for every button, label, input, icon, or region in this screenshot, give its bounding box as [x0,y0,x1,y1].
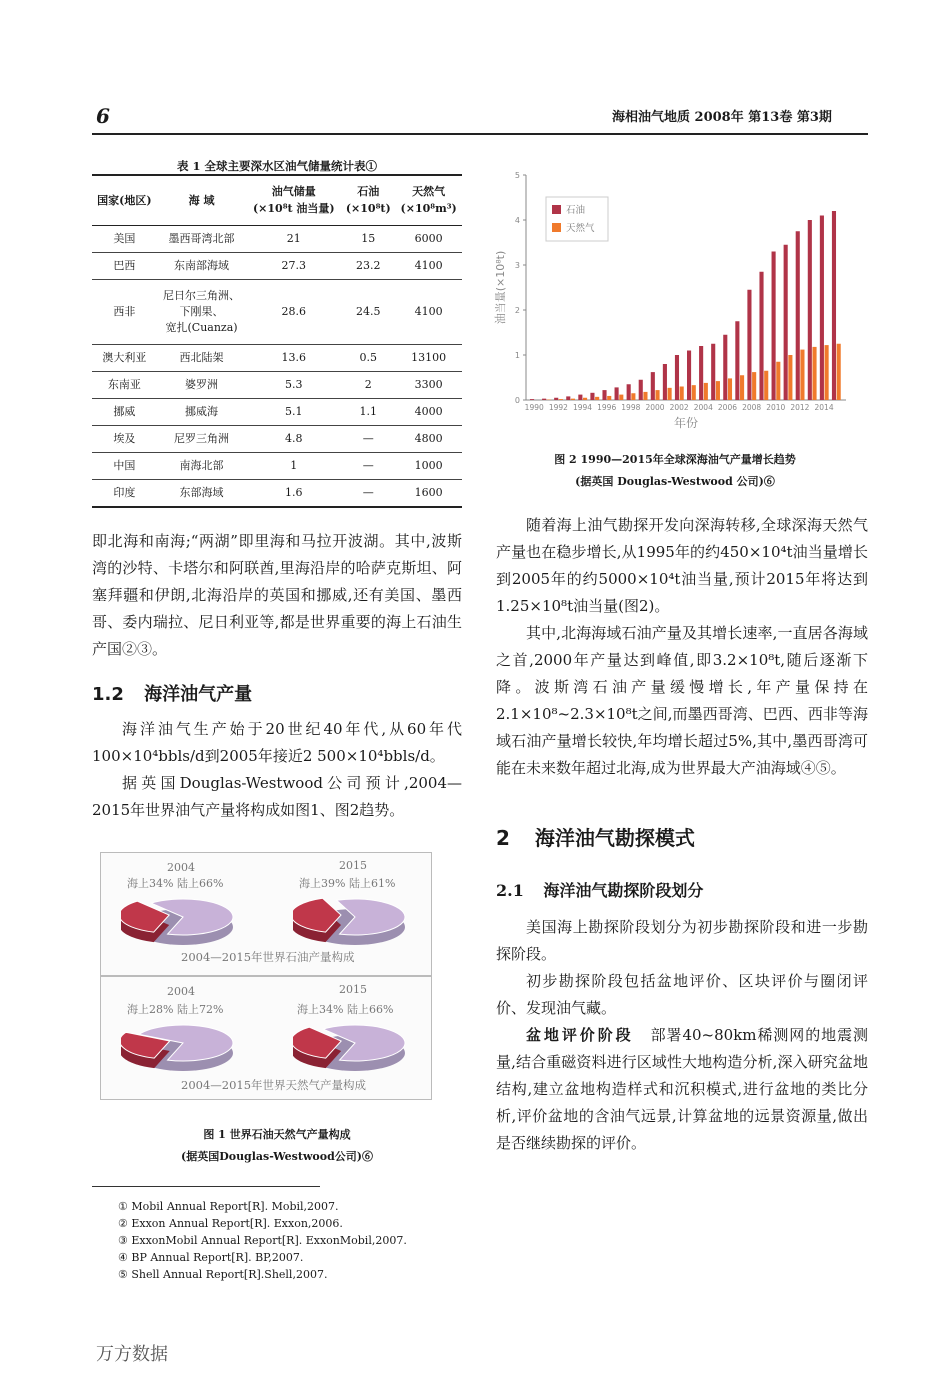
table-cell: 印度 [92,479,157,507]
table-row [92,279,462,344]
bar-gas [752,372,756,400]
table-cell: 4000 [395,398,462,425]
table-cell: 27.3 [246,252,341,279]
table-cell: 1000 [395,452,462,479]
bar-oil [663,364,667,400]
journal-header: 海相油气地质 2008年 第13卷 第3期 [612,110,832,125]
paragraph-regional-output: 其中,北海海域石油产量及其增长速率,一直居各海域之首,2000年产量达到峰值,即3.2×10⁸t,随后逐渐下降。波斯湾石油产量缓慢增长,年产量保持在2.1×10⁸~2.3×10⁸t之间,而墨西哥湾、巴西、西非等海域石油产量增长较快,年均增长超过5%,其中,墨西哥湾可能在未来数年超过北海,成为世界最大产油海域④⑤。 [496,624,868,777]
table-cell: 15 [341,225,395,252]
x-tick-label: 1998 [621,403,641,412]
basin-evaluation-text: 部署40~80km稀测网的地震测量,结合重磁资料进行区域性大地构造分析,深入研究盆地结构,建立盆地构造样式和沉积模式,进行盆地的类比分析,评价盆地的含油气远景,计算盆地的远景资源量,做出是否继续勘探的评价。 [496,1026,868,1152]
basin-evaluation-term: 盆地评价阶段 [526,1026,634,1044]
paragraph-forecast: 据英国Douglas-Westwood公司预计,2004—2015年世界油气产量将构成如图1、图2趋势。 [92,774,462,819]
bar-gas [704,383,708,400]
bar-gas [812,347,816,400]
pie-chart-gas-2015 [293,1019,423,1077]
col-oil-label: 石油 [357,185,380,199]
x-tick-label: 2014 [814,403,834,412]
bar-oil [590,393,594,400]
bar-gas [837,344,841,400]
bar-gas [740,375,744,400]
x-tick-label: 2008 [742,403,762,412]
bar-oil [627,384,631,400]
table-row [92,371,462,398]
paragraph-basin-evaluation [496,1022,868,1157]
y-tick-label: 0 [514,396,520,405]
pie-chart-oil-2004 [121,893,251,951]
bar-gas [619,395,623,400]
bar-oil [554,398,558,400]
area-line: 尼日尔三角洲、 [163,288,241,302]
bar-oil [639,380,643,400]
x-tick-label: 1992 [548,403,568,412]
paragraph-producers: 即北海和南海;“两湖”即里海和马拉开波湖。其中,波斯湾的沙特、卡塔尔和阿联酋,里海沿岸的哈萨克斯坦、阿塞拜疆和伊朗,北海沿岸的英国和挪威,还有美国、墨西哥、委内瑞拉、尼日利亚等,都是世界重要的海上石油生产国②③。 [92,532,462,658]
table-cell: 5.3 [246,371,341,398]
oil-gas-growth-chart [490,165,860,440]
bar-oil [772,252,776,401]
bar-oil [675,355,679,400]
bar-oil [699,346,703,400]
x-tick-label: 1990 [524,403,544,412]
bar-oil [530,399,534,400]
col-reserves [246,175,341,225]
table-cell: 6000 [395,225,462,252]
page-number: 6 [96,104,110,128]
bar-gas [631,393,635,400]
bar-gas [764,371,768,400]
table-cell: 4800 [395,425,462,452]
bar-gas [800,350,804,400]
footnote: ③ ExxonMobil Annual Report[R]. ExxonMobil,2007. [118,1234,407,1247]
col-gas-unit: (×10⁸m³) [400,202,457,216]
table-cell: 1.6 [246,479,341,507]
bar-oil [747,290,751,400]
table-cell: 东南亚 [92,371,157,398]
bar-gas [668,388,672,400]
table-cell: 28.6 [246,279,341,344]
table-row [92,425,462,452]
col-gas-label: 天然气 [412,185,446,199]
bar-gas [825,345,829,400]
bar-oil [566,396,570,400]
subsection-number: 2.1 [496,881,524,900]
col-reserves-label: 油气储量 [271,185,316,199]
col-oil [341,175,395,225]
table-row [92,344,462,371]
table-cell: 0.5 [341,344,395,371]
section-number: 1.2 [92,684,124,705]
table1 [92,174,462,508]
table-cell [157,279,247,344]
x-tick-label: 2006 [717,403,738,412]
table-cell: 23.2 [341,252,395,279]
table-cell: 挪威 [92,398,157,425]
figure2-caption: 图 2 1990—2015年全球深海油气产量增长趋势 [554,453,796,466]
legend-swatch [552,205,561,214]
x-tick-label: 2000 [645,403,665,412]
pie-year-label: 2004 [167,985,195,998]
x-tick-label: 1994 [572,403,593,412]
bar-oil [542,399,546,400]
legend-box [546,197,608,241]
table-header-row [92,175,462,225]
table-cell: 1600 [395,479,462,507]
bar-oil [711,344,715,400]
section-heading-2 [496,822,695,851]
subsection-heading-2-1 [496,878,703,901]
legend-label: 天然气 [566,223,595,234]
pie-chart-gas-2004 [121,1019,251,1077]
y-tick-label: 1 [514,351,520,360]
subsection-title: 海洋油气勘探阶段划分 [543,881,704,900]
legend-swatch [552,223,561,232]
paragraph-stages: 美国海上勘探阶段划分为初步勘探阶段和进一步勘探阶段。 [496,918,868,963]
bar-oil [820,216,824,401]
table-cell: 埃及 [92,425,157,452]
bar-gas [692,385,696,400]
bar-oil [808,220,812,400]
table-cell: 澳大利亚 [92,344,157,371]
table-cell: 1 [246,452,341,479]
bar-oil [723,335,727,400]
figure2-source: (据英国 Douglas-Westwood 公司)⑥ [575,475,775,488]
x-tick-label: 1996 [597,403,617,412]
y-axis-label: 油当量(×10⁸t) [494,250,507,325]
table-cell: — [341,479,395,507]
bar-gas [571,399,575,400]
section-title: 海洋油气勘探模式 [534,826,695,850]
table-cell: 中国 [92,452,157,479]
col-oil-unit: (×10⁸t) [345,202,391,216]
bar-oil [796,231,800,400]
gas-pie-panel [100,976,432,1100]
figure1-source: (据英国Douglas-Westwood公司)⑥ [180,1150,373,1163]
pie-chart-oil-2015 [293,893,423,951]
paragraph-deepwater-gas: 随着海上油气勘探开发向深海转移,全球深海天然气产量也在稳步增长,从1995年的约450×10⁴t油当量增长到2005年的约5000×10⁴t油当量,预计2015年将达到1.25×10⁸t油当量(图2)。 [496,516,868,615]
bar-gas [716,381,720,400]
table-cell: 巴西 [92,252,157,279]
col-area: 海 域 [157,175,247,225]
bar-gas [788,355,792,400]
pie-share-label: 海上39% 陆上61% [299,877,396,890]
bar-gas [595,397,599,400]
bar-oil [759,272,763,400]
header-rule [92,133,868,135]
legend [546,197,608,241]
pie-year-label: 2004 [167,861,195,874]
bar-oil [687,351,691,401]
table-cell: 3300 [395,371,462,398]
table-cell: 东部海域 [157,479,247,507]
footnote-rule [92,1186,320,1187]
footnote: ④ BP Annual Report[R]. BP,2007. [118,1251,304,1264]
table1-caption: 表 1 全球主要深水区油气储量统计表① [176,159,377,173]
y-tick-label: 2 [514,306,520,315]
figure1-caption: 图 1 世界石油天然气产量构成 [203,1128,351,1141]
bar-oil [832,211,836,400]
bar-gas [680,387,684,401]
table-row [92,398,462,425]
bar-oil [578,395,582,400]
table-cell: 24.5 [341,279,395,344]
table-row [92,479,462,507]
table-cell: 东南部海域 [157,252,247,279]
table-row [92,225,462,252]
table-cell: 墨西哥湾北部 [157,225,247,252]
table-cell: 西非 [92,279,157,344]
pie-year-label: 2015 [339,983,367,996]
bar-gas [583,398,587,400]
paragraph-production-history: 海洋油气生产始于20世纪40年代,从60年代100×10⁴bbls/d到2005年接近2 500×10⁴bbls/d。 [92,720,462,765]
x-tick-label: 2004 [693,403,713,412]
bar-oil [602,390,606,400]
y-tick-label: 5 [514,171,520,180]
pie-panel-title: 2004—2015年世界石油产量构成 [181,950,355,964]
table-row [92,252,462,279]
x-tick-label: 2002 [669,403,689,412]
col-gas [395,175,462,225]
table-cell: 21 [246,225,341,252]
bar-gas [728,378,732,400]
x-tick-label: 2010 [766,403,786,412]
footnote: ① Mobil Annual Report[R]. Mobil,2007. [118,1200,339,1213]
table-cell: 13100 [395,344,462,371]
bar-gas [559,399,563,400]
table-cell: 4.8 [246,425,341,452]
col-country: 国家(地区) [92,175,157,225]
watermark: 万方数据 [96,1344,168,1365]
table-cell: 尼罗三角洲 [157,425,247,452]
table-cell: 5.1 [246,398,341,425]
col-reserves-unit: (×10⁸t 油当量) [252,202,335,216]
bar-gas [655,390,659,400]
x-axis-label: 年份 [673,416,699,430]
footnote: ② Exxon Annual Report[R]. Exxon,2006. [118,1217,343,1230]
y-tick-label: 4 [514,216,520,225]
table-row [92,452,462,479]
bar-oil [615,387,619,400]
bar-gas [643,392,647,400]
table-cell: 西北陆架 [157,344,247,371]
pie-year-label: 2015 [339,859,367,872]
section-title: 海洋油气产量 [144,684,253,705]
bar-gas [607,396,611,400]
bar-oil [784,245,788,400]
table-cell: 婆罗洲 [157,371,247,398]
bar-oil [735,321,739,400]
table-cell: 13.6 [246,344,341,371]
table-cell: 2 [341,371,395,398]
pie-panel-title: 2004—2015年世界天然气产量构成 [181,1078,367,1092]
table-cell: 南海北部 [157,452,247,479]
section-number: 2 [496,826,510,850]
table-cell: 挪威海 [157,398,247,425]
x-tick-label: 2012 [790,403,810,412]
bar-oil [651,372,655,400]
legend-label: 石油 [566,205,586,216]
footnote: ⑤ Shell Annual Report[R].Shell,2007. [118,1268,328,1281]
table-cell: 4100 [395,252,462,279]
area-line: 下刚果、 [179,304,224,318]
bar-gas [776,362,780,400]
table-cell: 美国 [92,225,157,252]
table-cell: 1.1 [341,398,395,425]
table-cell: — [341,452,395,479]
oil-pie-panel [100,852,432,976]
pie-share-label: 海上34% 陆上66% [297,1003,394,1016]
paragraph-initial-stage: 初步勘探阶段包括盆地评价、区块评价与圈闭评价、发现油气藏。 [496,972,868,1017]
y-tick-label: 3 [514,261,520,270]
table-cell: — [341,425,395,452]
area-line: 宽扎(Cuanza) [165,320,238,334]
pie-share-label: 海上28% 陆上72% [127,1003,224,1016]
section-heading-1-2 [92,680,252,706]
pie-share-label: 海上34% 陆上66% [127,877,224,890]
table-cell: 4100 [395,279,462,344]
